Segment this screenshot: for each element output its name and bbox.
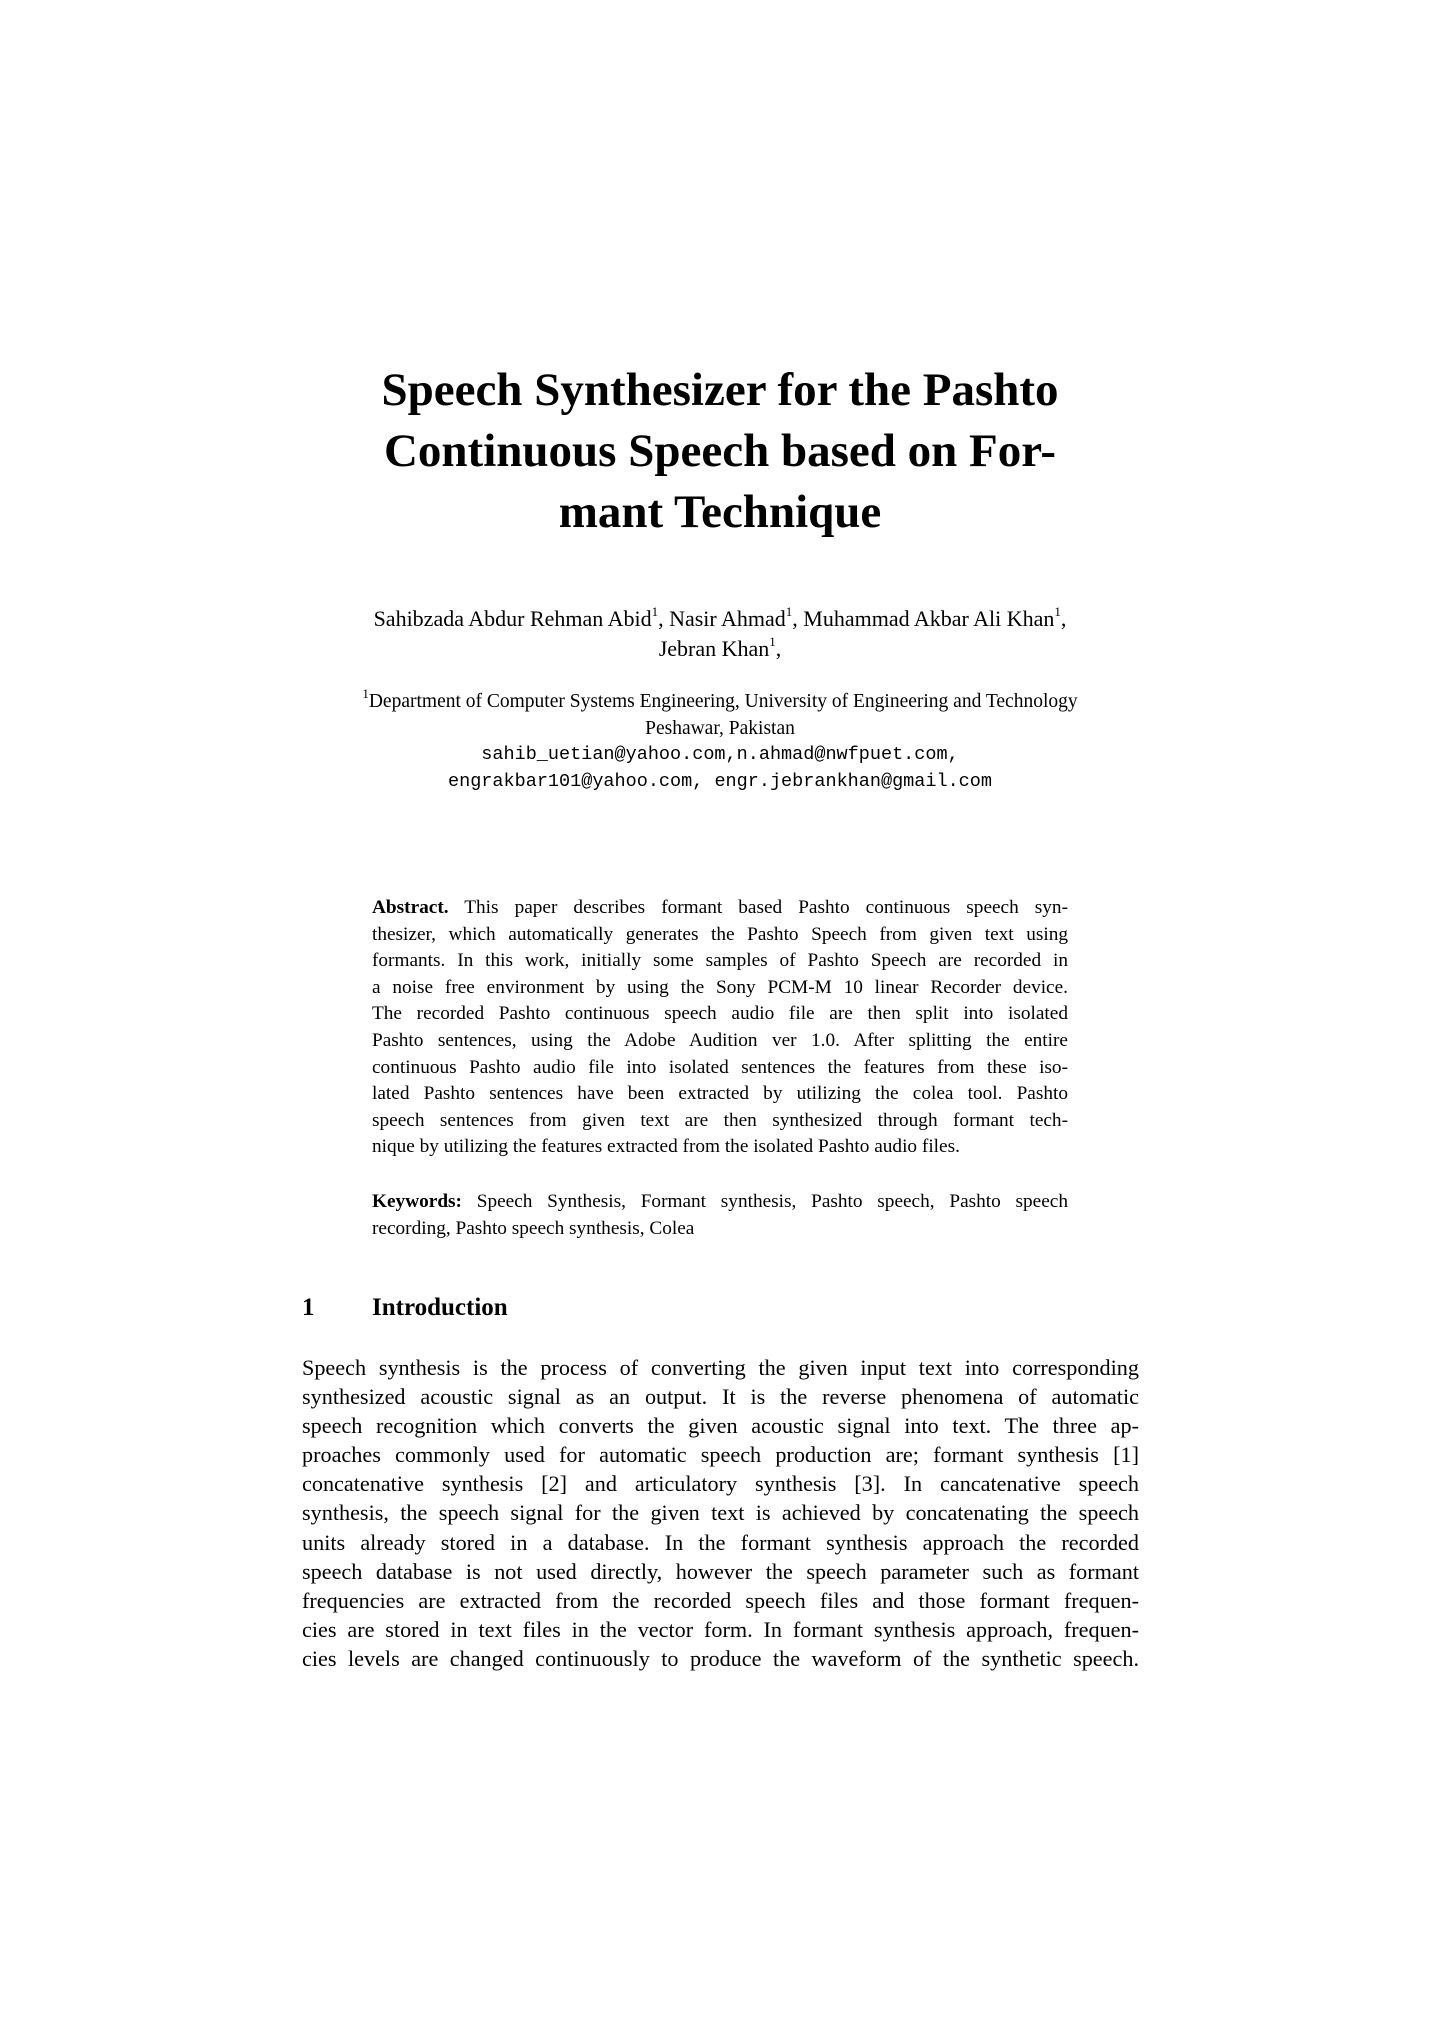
affiliation-marker: 1 (1054, 603, 1061, 619)
keywords-line: recording, Pashto speech synthesis, Colea (372, 1217, 695, 1239)
email-line[interactable]: engrakbar101@yahoo.com, engr.jebrankhan@gmail.com (448, 771, 992, 792)
abstract (372, 895, 1068, 1161)
abstract-line: The recorded Pashto continuous speech audio file are then split into isolated (372, 1003, 1068, 1025)
author-name: Jebran Khan (658, 636, 770, 661)
author-line (300, 634, 1140, 664)
body-line: proaches commonly used for automatic speech production are; formant synthesis [1] (302, 1442, 1139, 1468)
abstract-line: lated Pashto sentences have been extracted by utilizing the colea tool. Pashto (372, 1083, 1068, 1105)
abstract-line: nique by utilizing the features extracted from the isolated Pashto audio files. (372, 1136, 960, 1158)
affiliation-line (300, 685, 1140, 715)
body-line: cies are stored in text files in the vector form. In formant synthesis approach, frequen- (302, 1616, 1139, 1642)
abstract-line: continuous Pashto audio file into isolated sentences the features from these iso- (372, 1056, 1068, 1078)
paper-title (330, 360, 1110, 543)
author-separator: , (792, 606, 804, 631)
title-line: mant Technique (558, 486, 882, 538)
introduction-paragraph (302, 1353, 1139, 1673)
body-line: units already stored in a database. In the formant synthesis approach the recorded (302, 1529, 1139, 1555)
keywords-line (372, 1189, 1068, 1216)
author-separator: , (658, 606, 670, 631)
affiliation-marker: 1 (785, 603, 793, 619)
section-number: 1 (302, 1294, 315, 1321)
abstract-line: Pashto sentences, using the Adobe Audition ver 1.0. After splitting the entire (372, 1029, 1068, 1051)
affiliation-marker: 1 (769, 633, 776, 649)
affiliation-marker: 1 (651, 603, 659, 619)
keywords (372, 1189, 1068, 1242)
author-separator: , (775, 636, 782, 661)
abstract-text: This paper describes formant based Pashto continuous speech syn- (448, 897, 1068, 918)
body-line: concatenative synthesis [2] and articulatory synthesis [3]. In cancatenative speech (302, 1471, 1139, 1497)
abstract-line: formants. In this work, initially some samples of Pashto Speech are recorded in (372, 950, 1068, 972)
body-line: speech database is not used directly, however the speech parameter such as formant (302, 1558, 1139, 1584)
body-line: synthesis, the speech signal for the given text is achieved by concatenating the speech (302, 1500, 1139, 1526)
author-name: Muhammad Akbar Ali Khan (803, 606, 1055, 631)
author-list (300, 604, 1140, 664)
affiliation-marker: 1 (362, 685, 369, 701)
abstract-line: a noise free environment by using the Sony PCM-M 10 linear Recorder device. (372, 976, 1068, 998)
author-emails (300, 741, 1140, 795)
body-line: cies levels are changed continuously to produce the waveform of the synthetic speech. (302, 1645, 1139, 1671)
email-line[interactable]: sahib_uetian@yahoo.com,n.ahmad@nwfpuet.com, (481, 744, 959, 765)
section-title: Introduction (372, 1294, 508, 1321)
body-line: speech recognition which converts the given acoustic signal into text. The three ap- (302, 1413, 1139, 1439)
abstract-line: thesizer, which automatically generates the Pashto Speech from given text using (372, 923, 1068, 945)
title-line: Speech Synthesizer for the Pashto (381, 364, 1059, 416)
body-line: Speech synthesis is the process of converting the given input text into corresponding (302, 1355, 1139, 1380)
affiliation-text: Department of Computer Systems Engineering, University of Engineering and Technology (368, 691, 1078, 712)
keywords-label: Keywords: (372, 1191, 462, 1212)
affiliation (300, 685, 1140, 742)
author-line (300, 604, 1140, 634)
body-line: synthesized acoustic signal as an output. It is the reverse phenomena of automatic (302, 1384, 1139, 1410)
affiliation-line: Peshawar, Pakistan (645, 718, 795, 739)
abstract-label: Abstract. (372, 897, 449, 918)
author-name: Sahibzada Abdur Rehman Abid (373, 606, 652, 631)
abstract-line (372, 895, 1068, 922)
section-heading-introduction (302, 1292, 508, 1324)
author-name: Nasir Ahmad (669, 606, 786, 631)
body-line: frequencies are extracted from the recorded speech files and those formant frequen- (302, 1587, 1139, 1613)
abstract-line: speech sentences from given text are then synthesized through formant tech- (372, 1109, 1068, 1131)
author-separator: , (1060, 606, 1067, 631)
keywords-text: Speech Synthesis, Formant synthesis, Pashto speech, Pashto speech (461, 1191, 1068, 1212)
title-line: Continuous Speech based on For- (383, 425, 1057, 477)
